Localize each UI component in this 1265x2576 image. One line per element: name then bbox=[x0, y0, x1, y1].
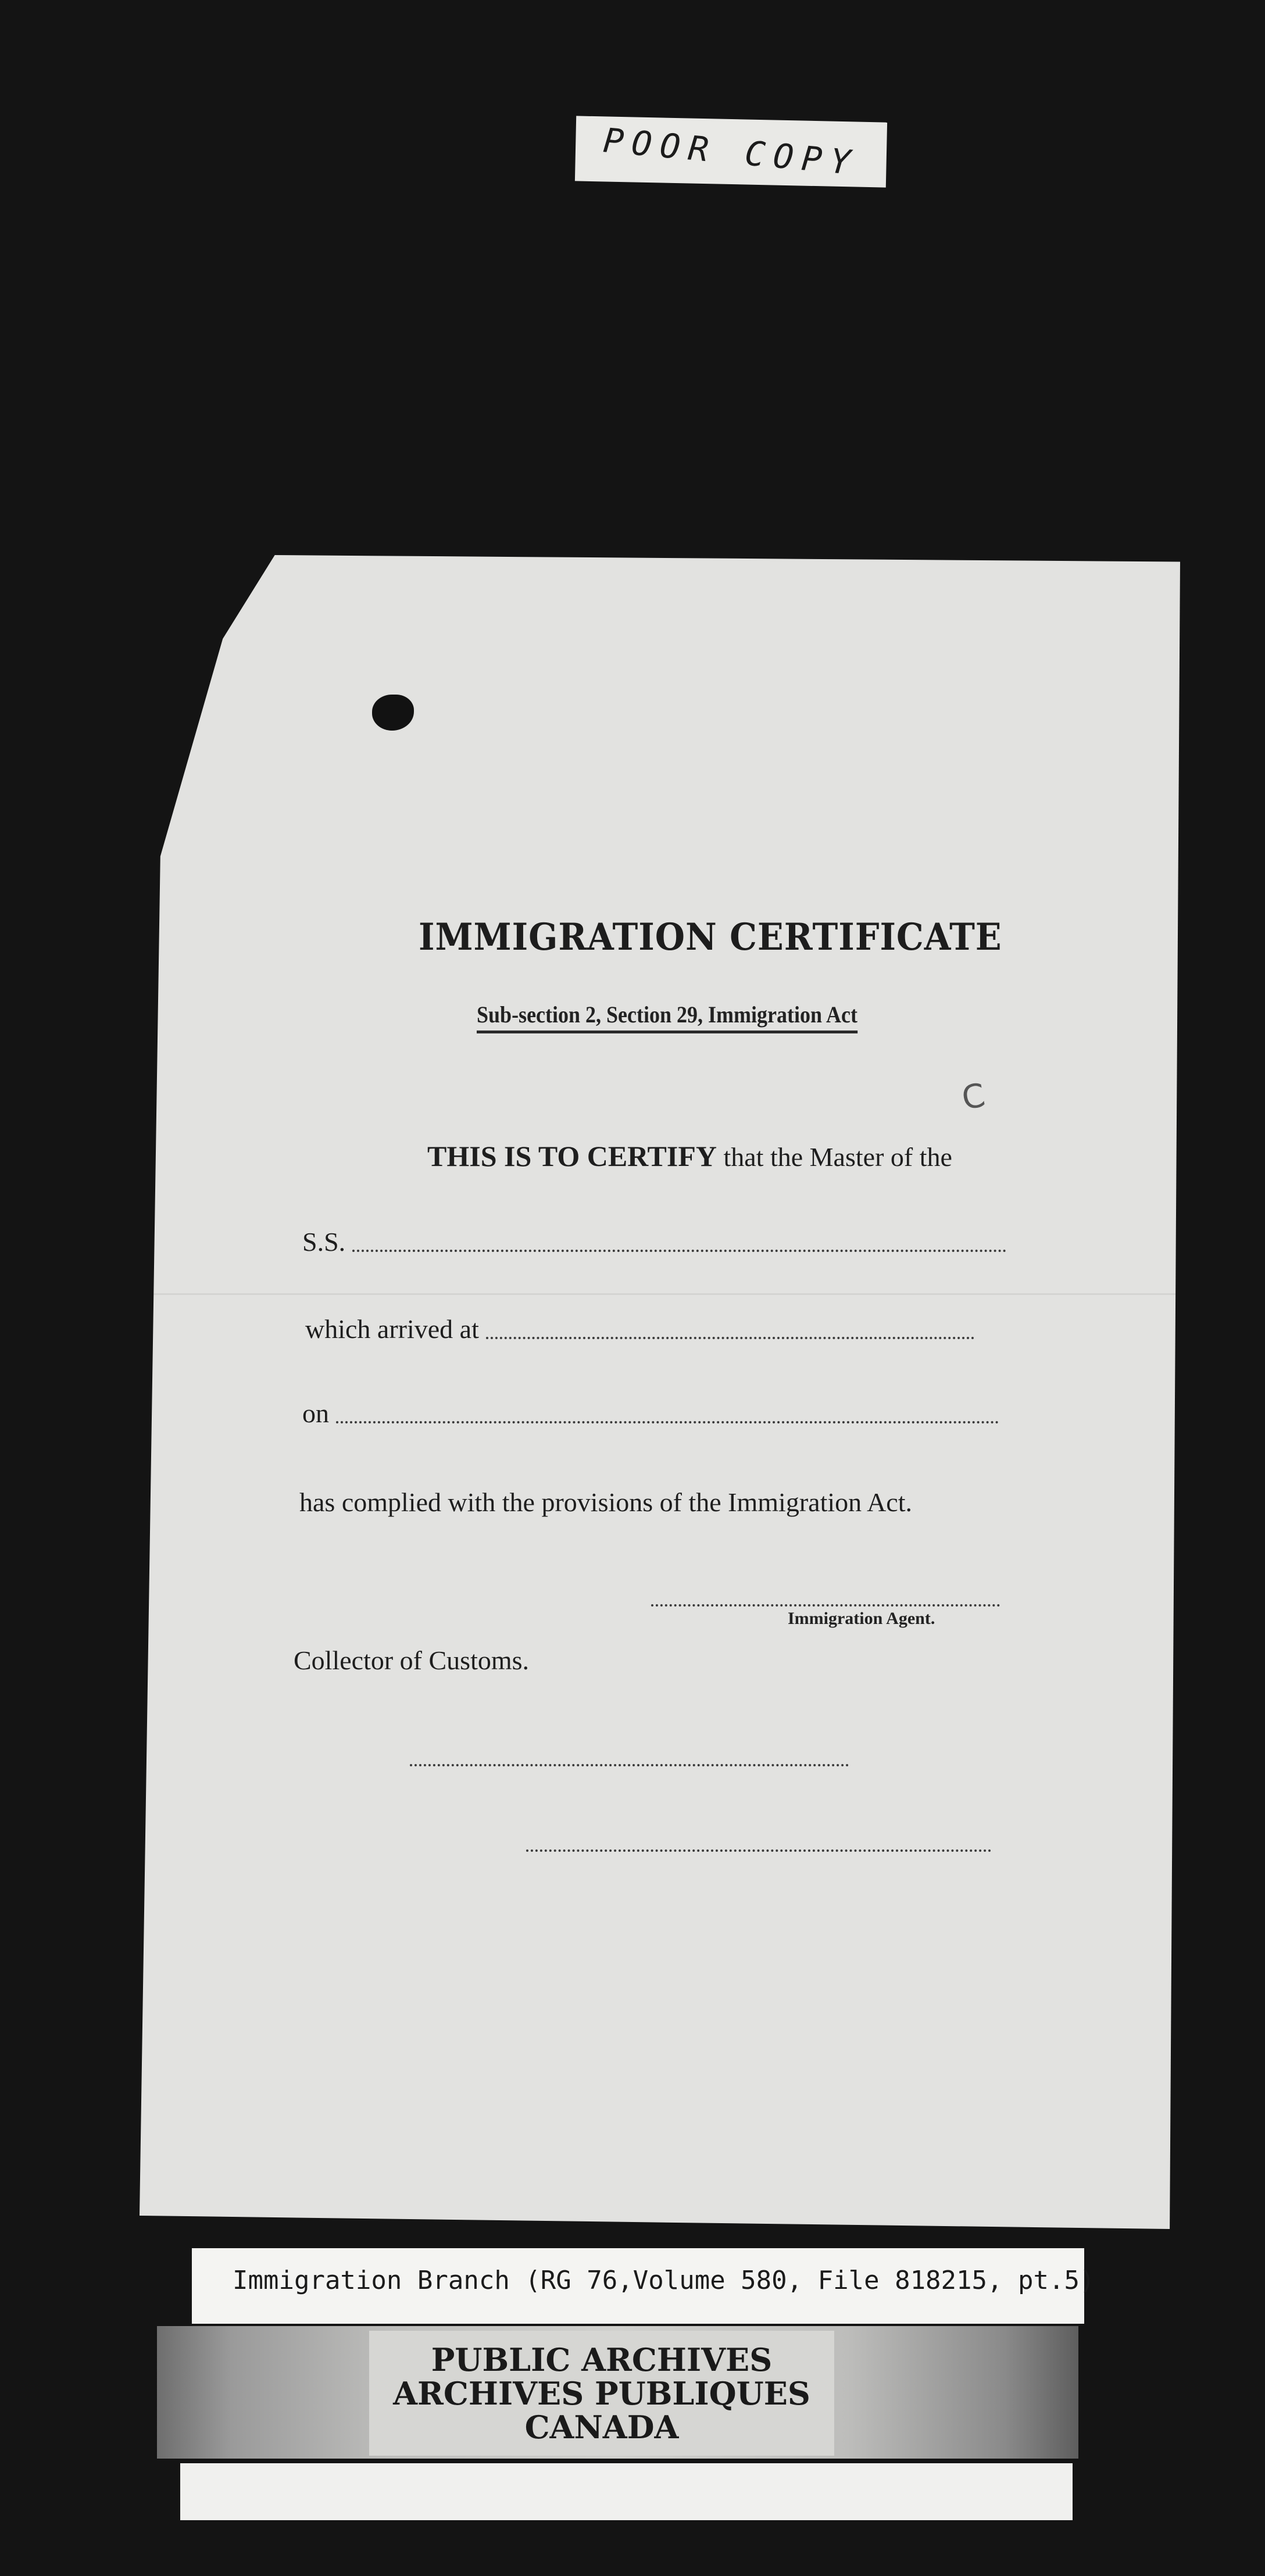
on-label: on bbox=[302, 1398, 329, 1428]
poor-copy-slip bbox=[575, 116, 887, 187]
ss-row bbox=[302, 1226, 1006, 1257]
on-field[interactable] bbox=[336, 1421, 999, 1423]
certificate-paper bbox=[140, 555, 1180, 2229]
customs-signature-line[interactable] bbox=[410, 1764, 849, 1766]
stamp-line-2: ARCHIVES PUBLIQUES bbox=[393, 2374, 810, 2412]
certify-lead: THIS IS TO CERTIFY bbox=[427, 1140, 717, 1172]
agent-caption: Immigration Agent. bbox=[788, 1609, 935, 1628]
margin-mark: C bbox=[959, 1076, 988, 1118]
archives-stamp bbox=[369, 2331, 834, 2456]
stamp-line-1: PUBLIC ARCHIVES bbox=[431, 2341, 773, 2378]
arrived-field[interactable] bbox=[486, 1337, 974, 1339]
bottom-strip bbox=[180, 2463, 1073, 2520]
certificate-title: IMMIGRATION CERTIFICATE bbox=[419, 915, 1002, 959]
agent-signature-line[interactable] bbox=[651, 1604, 1000, 1607]
certificate-subtitle: Sub-section 2, Section 29, Immigration Act bbox=[477, 1001, 857, 1033]
certify-rest: that the Master of the bbox=[723, 1142, 952, 1172]
on-row bbox=[302, 1398, 999, 1429]
arrived-label: which arrived at bbox=[305, 1314, 479, 1344]
complied-statement: has complied with the provisions of the Immigration Act. bbox=[299, 1487, 913, 1517]
certify-statement bbox=[427, 1139, 952, 1173]
stamp-line-3: CANADA bbox=[524, 2408, 679, 2446]
arrived-row bbox=[305, 1314, 974, 1344]
customs-title-line[interactable] bbox=[526, 1849, 991, 1852]
ss-label: S.S. bbox=[302, 1227, 346, 1257]
archive-reference: Immigration Branch (RG 76,Volume 580, File 818215, pt.5) bbox=[233, 2266, 1095, 2295]
poor-copy-label: POOR COPY bbox=[602, 120, 860, 183]
customs-label: Collector of Customs. bbox=[294, 1645, 530, 1675]
ss-field[interactable] bbox=[352, 1250, 1006, 1252]
